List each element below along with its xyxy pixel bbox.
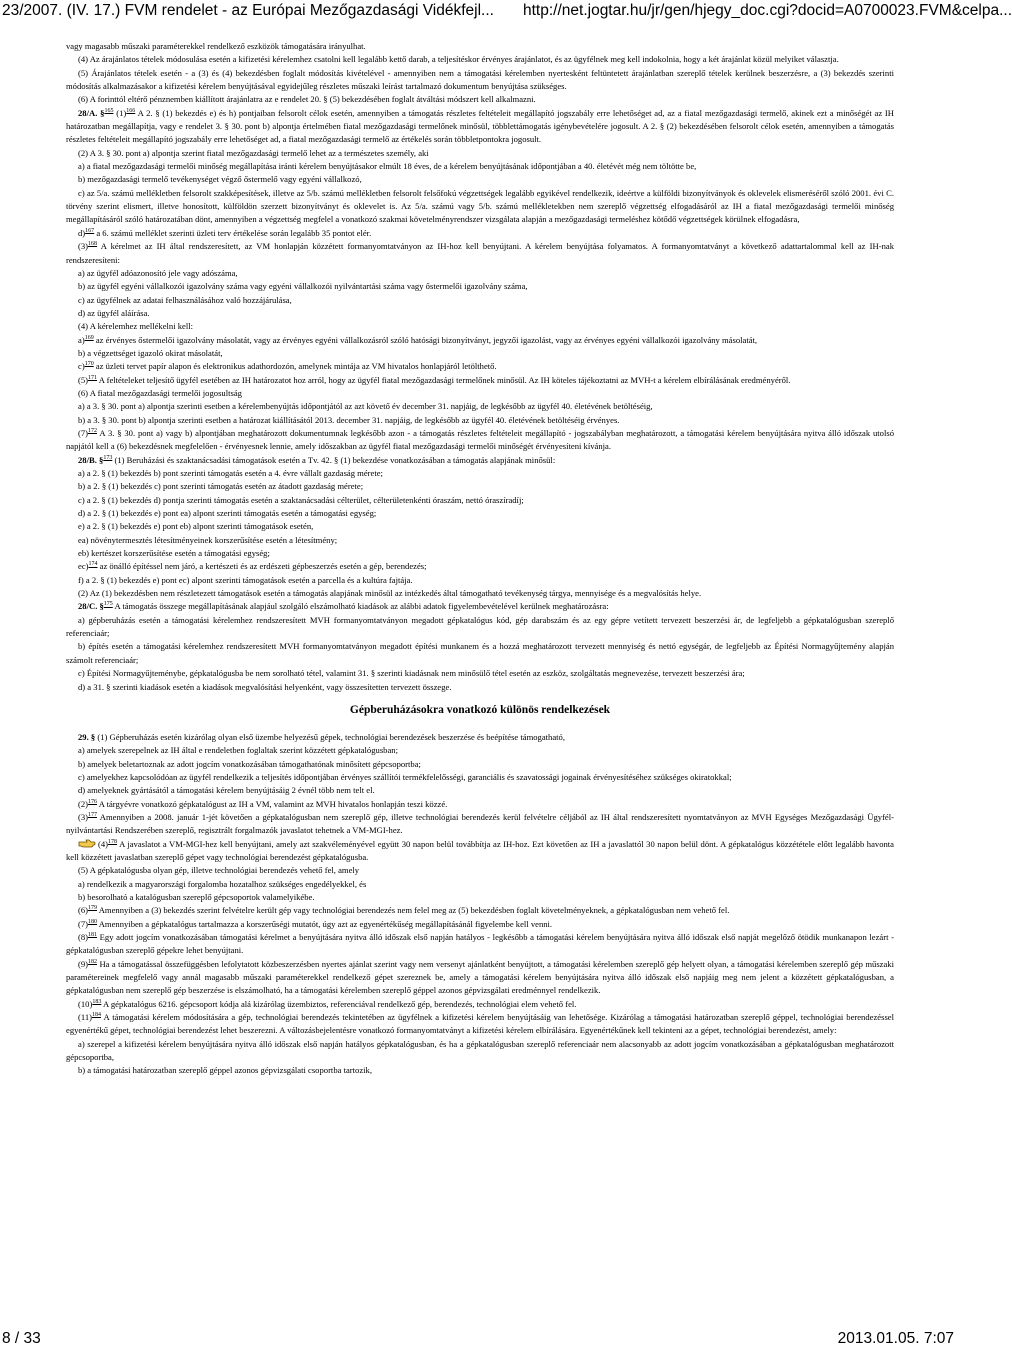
paragraph-text: d): [78, 227, 86, 238]
paragraph-text: a) a 2. § (1) bekezdés b) pont szerinti támogatás esetén a 4. évre vállalt gazdaság mérete;: [78, 468, 383, 478]
paragraph-text: Amennyiben a (3) bekezdés szerint felvételre került gép vagy technológiai berendezés nem felel meg az (5) bekezdésben foglalt követelményeknek, a gépkatalógusban nem vehető fel.: [97, 905, 730, 916]
footnote-link[interactable]: 184: [92, 1012, 101, 1019]
paragraph: [66, 667, 894, 680]
footer-datetime: 2013.01.05. 7:07: [837, 1330, 954, 1347]
paragraph: [66, 280, 894, 293]
footnote-link[interactable]: 165: [104, 107, 114, 114]
paragraph-text: a) rendelkezik a magyarországi forgalomba hozatalhoz szükséges engedélyekkel, és: [78, 878, 367, 889]
paragraph-text: (4) Az árajánlatos tételek módosulása esetén a kifizetési kérelemhez csatolni kell legalább kettő darab, a teljesítéskor érvényes árajánlatot, és az ügyfélnek meg kell indokolnia, hogy a két árajánlat közül melyiket választja.: [78, 54, 839, 65]
paragraph: [66, 387, 894, 400]
paragraph: [66, 614, 894, 641]
browser-print-header: [0, 2, 1012, 28]
paragraph-text: (1): [113, 107, 127, 118]
paragraph-text: (1) Gépberuházás esetén kizárólag olyan első üzembe helyezésű gépek, technológiai berendezések beszerzése és beépítése támogatható,: [95, 731, 565, 742]
paragraph-text: b) a 2. § (1) bekezdés c) pont szerinti támogatás esetén az átadott gazdaság mérete;: [78, 481, 364, 492]
paragraph: [66, 53, 894, 66]
paragraph-text: c) a 2. § (1) bekezdés d) pontja szerinti támogatás esetén a szaktanácsadási célterület, célterületenkénti óraszám, nettó óraszíradíj;: [78, 494, 524, 505]
paragraph-text: A tárgyévre vonatkozó gépkatalógust az IH a VM, valamint az MVH hivatalos honlapján teszi közzé.: [97, 798, 448, 809]
paragraph-text: A 2. § (1) bekezdés e) és h) pontjaiban felsorolt célok esetén, amennyiben a támogatás részletes feltételeit megállapító jogszabály erre lehetőséget ad, az a fiatal mezőgazdasági termelő, akinek ezt a minőségét az IH határozatban megállapítja, vagy e rendelet 3. § 30. pont b) alpontja értelmében fiatal mezőgazdasági termelőnek minősül, többlettámogatás igénybevételére jogosult. A 2. § (2) bekezdésében felsorolt célok esetén, amennyiben a támogatás részletes feltételeit megállapító jogszabály erre lehetőséget ad, a fiatal mezőgazdasági termelő az értékelés során többletpontokra jogosult.: [66, 107, 895, 145]
paragraph: [66, 294, 894, 307]
paragraph: [66, 507, 894, 520]
paragraph: [66, 560, 894, 573]
paragraph-text: A támogatási kérelem módosítására a gép, technológiai berendezés tekintetében az ügyfélnek a kifizetési kérelem benyújtásáig van lehetősége. Kizárólag a támogatási határozatban szereplő géppel, technológiai berendezéssel egyenértékű gépet, technológiai berendezést lehet beszerezni. A változásbejelentésre vonatkozó formanyomtatványt a kifizetési kérelem elbírálására. Egyenértékűnek kell tekinteni az a gépet, technológiai berendezést, amely:: [66, 1012, 894, 1036]
paragraph: [66, 574, 894, 587]
paragraph-text: Ha a támogatással összefüggésben lefolytatott közbeszerzésben nyertes ajánlat szerint vagy nem versenyt ajánlatként benyújtott, a támogatási kérelemben szereplő gép helyett olyan, a támogatási kérelemben szereplő gép műszaki paramétereinek megfelelő vagy annál magasabb műszaki paraméterekkel rendelkező gépet szereznek be, amely a támogatási kérelem benyújtására nyitva álló időszak első napjáig meg nem jelent a közzétett gépkatalógusban, a gépkatalógusban nem szereplő gép beszerzése is elszámolható, ha a támogatási kérelemben szereplő géppel azonos gépvizsgálati eredménnyel rendelkezik.: [66, 958, 894, 996]
paragraph: [66, 998, 894, 1011]
paragraph-text: (4) A kérelemhez mellékelni kell:: [78, 321, 194, 332]
paragraph-text: a) szerepel a kifizetési kérelem benyújtására nyitva álló időszak első napján hatályos gépkatalógusban, és ha a gépkatalógusban szereplő referenciaár nem alacsonyabb az adott jogcím vonatkozásában a gépkatalógusban meghatározott gépcsoportba,: [66, 1038, 894, 1063]
pointing-hand-icon: [78, 838, 96, 849]
footnote-link[interactable]: 179: [88, 905, 98, 912]
section-number: 28/C. §: [78, 601, 104, 612]
paragraph: [66, 931, 894, 958]
paragraph: [66, 427, 894, 454]
paragraph: [66, 147, 894, 160]
paragraph: [66, 731, 894, 744]
paragraph: [66, 958, 894, 998]
paragraph: [66, 267, 894, 280]
paragraph-text: A feltételeket teljesítő ügyfél esetében az IH határozatot hoz arról, hogy az ügyfél fiatal mezőgazdasági termelőnek minősül. Az IH köteles tájékoztatni az MVH-t a kérelem elbírálásának eredményéről.: [97, 374, 791, 385]
paragraph-text: Amennyiben a 2008. január 1-jét követően a gépkatalógusban nem szereplő gép, illetve technológiai berendezés kerül felvételre céljából az IH által rendszeresített nyomtatványon az MVH Egységes Mezőgazdasági Ügyfél-nyilvántartási Rendszerében szereplő, regisztrált forgalmazók javaslatot tehetnek a VM-MGI-hez.: [66, 811, 894, 836]
paragraph: [66, 771, 894, 784]
paragraph-text: b) építés esetén a támogatási kérelemhez rendszeresített MVH formanyomtatványon megadott építési munkanem és a hozzá meghatározott tervezett mennyiség és nettó egységár, de legfeljebb az Építési Normagyűjtemény alapján számolt referenciaár;: [66, 641, 894, 665]
paragraph: [66, 640, 894, 667]
paragraph-text: (3): [78, 241, 89, 252]
footnote-link[interactable]: 169: [84, 334, 94, 341]
paragraph-text: (8): [78, 932, 89, 942]
paragraph-text: (11): [78, 1012, 92, 1023]
paragraph: [66, 520, 894, 533]
paragraph-text: (5) A gépkatalógusba olyan gép, illetve technológiai berendezés vehető fel, amely: [78, 865, 360, 876]
paragraph-text: A kérelmet az IH által rendszeresített, az VM honlapján közzétett formanyomtatványon az IH-hoz kell benyújtani. A kérelem benyújtása folyamatos. A formanyomtatványt a következő adattartalommal kell az IH-nak rendszeresíteni:: [66, 241, 894, 265]
paragraph-text: A támogatás összege megállapításának alapjául szolgáló elszámolható kiadások az alábbi adatok figyelembevételével kerülnek meghatározásra:: [112, 601, 609, 612]
paragraph-text: d) a 31. § szerinti kiadások esetén a kiadások megvalósítási helyenként, vagy összesítetten tervezett összege.: [78, 681, 452, 692]
paragraph: [66, 904, 894, 917]
footnote-link[interactable]: 182: [88, 958, 98, 965]
paragraph: [66, 374, 894, 387]
paragraph: [66, 187, 894, 227]
paragraph-text: c) amelyekhez kapcsolódóan az ügyfél rendelkezik a teljesítés időpontjában érvényes szállítói termékfelelősségi, garanciális és szavatossági jogainak érvényesítéséhez szükséges okiratokkal;: [78, 771, 732, 782]
paragraph-text: a) amelyek szerepelnek az IH által e rendeletben foglaltak szerint közzétett gépkatalógusban;: [78, 745, 398, 756]
footnote-link[interactable]: 171: [88, 374, 98, 381]
paragraph: [66, 744, 894, 757]
paragraph-text: (2) A 3. § 30. pont a) alpontja szerint fiatal mezőgazdasági termelő lehet az a természetes személy, aki: [78, 147, 429, 158]
paragraph-text: d) az ügyfél aláírása.: [78, 307, 150, 318]
paragraph-text: c) az ügyfélnek az adatai felhasználásához való hozzájárulása,: [78, 294, 292, 305]
section-number: 29. §: [78, 731, 96, 742]
footnote-link[interactable]: 175: [103, 601, 113, 608]
paragraph-text: A javaslatot a VM-MGI-hez kell benyújtani, amely azt szakvéleményével együtt 30 napon belül továbbítja az IH-hoz. Ezt követően az IH a javaslattól 30 napon belül dönt. A gépkatalógus közzététele előtt legalább havonta kell közzétett javaslatban szereplő gépet vagy technológiai berendezést gépkatalógusba.: [66, 838, 894, 862]
footnote-link[interactable]: 173: [103, 454, 113, 461]
paragraph: [66, 891, 894, 904]
paragraph: [66, 534, 894, 547]
paragraph-text: az érvényes őstermelői igazolvány másolatát, vagy az érvényes egyéni vállalkozásról szóló hatósági bizonyítványt, jegyzői igazolást, vagy az érvényes egyéni vállalkozói igazolvány másolatát,: [93, 334, 758, 345]
paragraph: [66, 878, 894, 891]
section-heading: Gépberuházásokra vonatkozó különös rendelkezések: [349, 703, 611, 716]
paragraph-text: A 3. § 30. pont a) vagy b) alpontjában meghatározott dokumentumnak legkésőbb azon - a támogatás részletes feltételeit megállapító - jogszabályban meghatározott, a támogatási kérelem benyújtására nyitva álló időszak utolsó napjától kell a (6) bekezdésnek megfelelően - érvényesnek lennie, amely időszakban az ügyfél fiatal mezőgazdasági termelői minőségét érvényesíteni kívánja.: [66, 427, 894, 452]
footnote-link[interactable]: 183: [92, 998, 102, 1005]
paragraph: [66, 240, 894, 267]
paragraph: [66, 1011, 894, 1038]
paragraph-text: b) besorolható a katalógusban szereplő gépcsoportok valamelyikébe.: [78, 891, 315, 902]
paragraph: [66, 681, 894, 694]
paragraph-text: ec): [78, 561, 89, 572]
paragraph-text: (4): [98, 838, 109, 849]
footnote-link[interactable]: 170: [84, 361, 94, 368]
footer-page-number: 8 / 33: [2, 1330, 41, 1347]
paragraph: [66, 400, 894, 413]
footnote-link[interactable]: 180: [88, 918, 98, 925]
footnote-link[interactable]: 177: [88, 812, 98, 819]
paragraph-text: c) az 5/a. számú mellékletben felsorolt szakképesítések, illetve az 5/b. számú mellékletben felsorolt felsőfokú végzettségek legalább egyikével rendelkezik, ideértve a külföldi bizonyítványok és oklevelek elismeréséről szóló 2001. évi C. törvény szerint elismert, illetve honosított, külföldön szerzett bizonyítványt és oklevelet is. Az 5/a. számú vagy 5/b. számú mellékletekben nem szereplő végzettség elfogadásáról az IH a fiatal mezőgazdasági termelői minőség megállapításáról szóló határozatában dönt, amennyiben a végzettség megfelel a vonatkozó szakmai követelményrendszer vizsgálata alapján a mezőgazdasági termeléshez kötődő végzettségek körülnek elfogadásra,: [66, 187, 894, 225]
footnote-link[interactable]: 176: [88, 798, 98, 805]
paragraph: [66, 40, 894, 53]
paragraph: [66, 160, 894, 173]
paragraph: [66, 1064, 894, 1077]
paragraph-text: Amennyiben a gépkatalógus tartalmazza a korszerűségi mutatót, úgy azt az egyenértékűség megállapításánál figyelembe kell venni.: [97, 918, 553, 929]
paragraph-text: c) Építési Normagyűjteménybe, gépkatalógusba be nem sorolható tétel, valamint 31. § szerinti kiadásnak nem minősülő tétel esetén az eszköz, szolgáltatás megnevezése, tervezett beszerzési ára;: [78, 668, 745, 679]
paragraph-text: vagy magasabb műszaki paraméterekkel rendelkező eszközök támogatására irányulhat.: [66, 41, 366, 51]
paragraph-text: (2) Az (1) bekezdésben nem részletezett támogatások esetén a támogatás alapjának minősül az intézkedés által támogatható tevékenység tárgya, mennyisége és a megvalósítás helye.: [78, 588, 702, 599]
footnote-link[interactable]: 167: [85, 227, 95, 234]
paragraph-text: (3): [78, 811, 89, 822]
footnote-link[interactable]: 172: [88, 428, 98, 435]
document-body: [66, 40, 894, 1078]
header-document-title: 23/2007. (IV. 17.) FVM rendelet - az Európai Mezőgazdasági Vidékfejl...: [2, 2, 494, 19]
paragraph-text: a) a fiatal mezőgazdasági termelői minőség megállapítása iránti kérelem benyújtásakor elmúlt 18 éves, de a kérelem benyújtásának időpontjában a 40. életévét még nem töltötte be,: [78, 161, 697, 172]
paragraph: [66, 320, 894, 333]
section-number: 28/A. §: [78, 107, 105, 118]
paragraph-text: a) a 3. § 30. pont a) alpontja szerinti esetben a kérelembenyújtás időpontjától az azt követő év december 31. napjáig, de legkésőbb az ügyfél 40. életévének betöltéséig,: [78, 401, 653, 412]
paragraph-text: a) gépberuházás esetén a támogatási kérelemhez rendszeresített MVH formanyomtatványon megadott gépkatalógus kód, gép darabszám és az egy gépre vetített tervezett beszerzési ár, de legfeljebb a gépkatalógusban szereplő referenciaár;: [66, 614, 894, 639]
paragraph-text: (10): [78, 998, 93, 1009]
paragraph-text: b) amelyek beletartoznak az adott jogcím vonatkozásában támogathatónak minősített gépcsoportba;: [78, 758, 421, 769]
paragraph-text: d) amelyeknek gyártásától a támogatási kérelem benyújtásáig 2 évnél több nem telt el.: [78, 785, 375, 796]
paragraph: [66, 360, 894, 373]
paragraph-text: (9): [78, 958, 89, 969]
footnote-link[interactable]: 168: [88, 241, 98, 248]
paragraph-text: (2): [78, 798, 89, 809]
paragraph-text: a) az ügyfél adóazonosító jele vagy adószáma,: [78, 267, 238, 278]
paragraph: [66, 758, 894, 771]
paragraph-text: (7): [78, 427, 89, 438]
paragraph-text: c): [78, 361, 85, 372]
paragraph-text: Egy adott jogcím vonatkozásában támogatási kérelmet a benyújtására nyitva álló időszak első napján hatályos - legkésőbb a támogatási kérelem benyújtására nyitva álló időszak első napját megelőző ötödik munkanapon lezárt - gépkatalógusban szereplő gépekre lehet benyújtani.: [66, 932, 894, 956]
browser-print-footer: [0, 1330, 960, 1352]
paragraph: [66, 494, 894, 507]
paragraph-text: b) az ügyfél egyéni vállalkozói igazolvány száma vagy egyéni vállalkozói nyilvántartási száma vagy őstermelői igazolvány száma,: [78, 281, 528, 292]
paragraph: [66, 480, 894, 493]
paragraph-text: d) a 2. § (1) bekezdés e) pont ea) alpont szerinti támogatás esetén a támogatási egység;: [78, 508, 377, 519]
paragraph: [66, 864, 894, 877]
paragraph: [66, 798, 894, 811]
paragraph-text: (5): [78, 374, 89, 385]
paragraph-text: az önálló építéssel nem járó, a kertészeti és az erdészeti gépbeszerzés esetén a gép, berendezés;: [97, 561, 427, 572]
paragraph: [66, 600, 894, 613]
paragraph-text: az üzleti tervet papír alapon és elektronikus adathordozón, amelynek mintája az VM hivatalos honlapjáról letölthető.: [93, 361, 497, 372]
paragraph-text: A gépkatalógus 6216. gépcsoport kódja alá kizárólag üzembiztos, referenciával rendelkező gép, berendezés, technológiai elem vehető fel.: [101, 998, 577, 1009]
paragraph: [66, 467, 894, 480]
paragraph: [66, 838, 894, 865]
paragraph: [66, 334, 894, 347]
footnote-link[interactable]: 178: [108, 838, 118, 845]
paragraph-text: eb) kertészet korszerűsítése esetén a támogatási egység;: [78, 548, 270, 559]
paragraph-text: a 6. számú melléklet szerinti üzleti terv értékelése során legalább 35 pontot elér.: [94, 227, 372, 238]
paragraph-text: a): [78, 334, 85, 345]
paragraph-text: ea) növénytermesztés létesítményeinek korszerűsítése esetén a létesítmény;: [78, 534, 338, 545]
paragraph-text: (6): [78, 905, 89, 916]
paragraph: [66, 227, 894, 240]
footnote-link[interactable]: 174: [88, 561, 98, 568]
footnote-link[interactable]: 181: [88, 932, 98, 939]
paragraph: [66, 307, 894, 320]
paragraph: [66, 93, 894, 106]
paragraph-text: e) a 2. § (1) bekezdés e) pont eb) alpont szerinti támogatások esetén,: [78, 521, 314, 532]
paragraph-text: b) mezőgazdasági termelő tevékenységet végző őstermelő vagy egyéni vállalkozó,: [78, 174, 362, 185]
paragraph-text: (5) Árajánlatos tételek esetén - a (3) és (4) bekezdésben foglalt módosítás kivételével - amennyiben nem a támogatási kérelemben nyertesként feltüntetett árajánlatban szereplő tételek kerülnek beszerzésre, a (3) bekezdés szerinti módosítás alkalmazásakor a kifizetési kérelem benyújtásával egyidejűleg részletes műszaki leírást tartalmazó dokumentum benyújtása szükséges.: [66, 67, 894, 92]
paragraph-text: b) a végzettséget igazoló okirat másolatát,: [78, 347, 223, 358]
paragraph-text: (1) Beruházási és szaktanácsadási támogatások esetén a Tv. 42. § (1) bekezdése vonatkozásában a támogatás alapjának minősül:: [112, 454, 556, 465]
paragraph: [66, 454, 894, 467]
paragraph-text: b) a támogatási határozatban szereplő géppel azonos gépvizsgálati csoportba tartozik,: [78, 1065, 372, 1076]
paragraph-text: b) a 3. § 30. pont b) alpontja szerinti esetben a határozat kiállításától 2013. december 31. napjáig, de legkésőbb az ügyfél 40. életévének betöltéséig érvényes.: [78, 414, 620, 425]
footnote-link[interactable]: 166: [126, 107, 136, 114]
paragraph: [66, 918, 894, 931]
paragraph: [66, 784, 894, 797]
paragraph: [66, 587, 894, 600]
header-url: http://net.jogtar.hu/jr/gen/hjegy_doc.cgi?docid=A0700023.FVM&celpa...: [523, 2, 1012, 19]
paragraph: [66, 67, 894, 94]
paragraph: [66, 107, 894, 147]
section-number: 28/B. §: [78, 454, 104, 465]
paragraph-text: (6) A fiatal mezőgazdasági termelői jogosultság: [78, 387, 242, 398]
paragraph: [66, 347, 894, 360]
paragraph-text: f) a 2. § (1) bekezdés e) pont ec) alpont szerinti támogatások esetén a parcella és a kultúra fajtája.: [78, 574, 413, 585]
paragraph: [66, 173, 894, 186]
paragraph: [66, 414, 894, 427]
paragraph-text: (6) A forinttól eltérő pénznemben kiállított árajánlatra az e rendelet 20. § (5) bekezdésében foglalt átváltási módszert kell alkalmazni.: [78, 94, 536, 105]
paragraph-text: (7): [78, 918, 89, 929]
paragraph: [66, 547, 894, 560]
paragraph: [66, 811, 894, 838]
paragraph: [66, 1038, 894, 1065]
